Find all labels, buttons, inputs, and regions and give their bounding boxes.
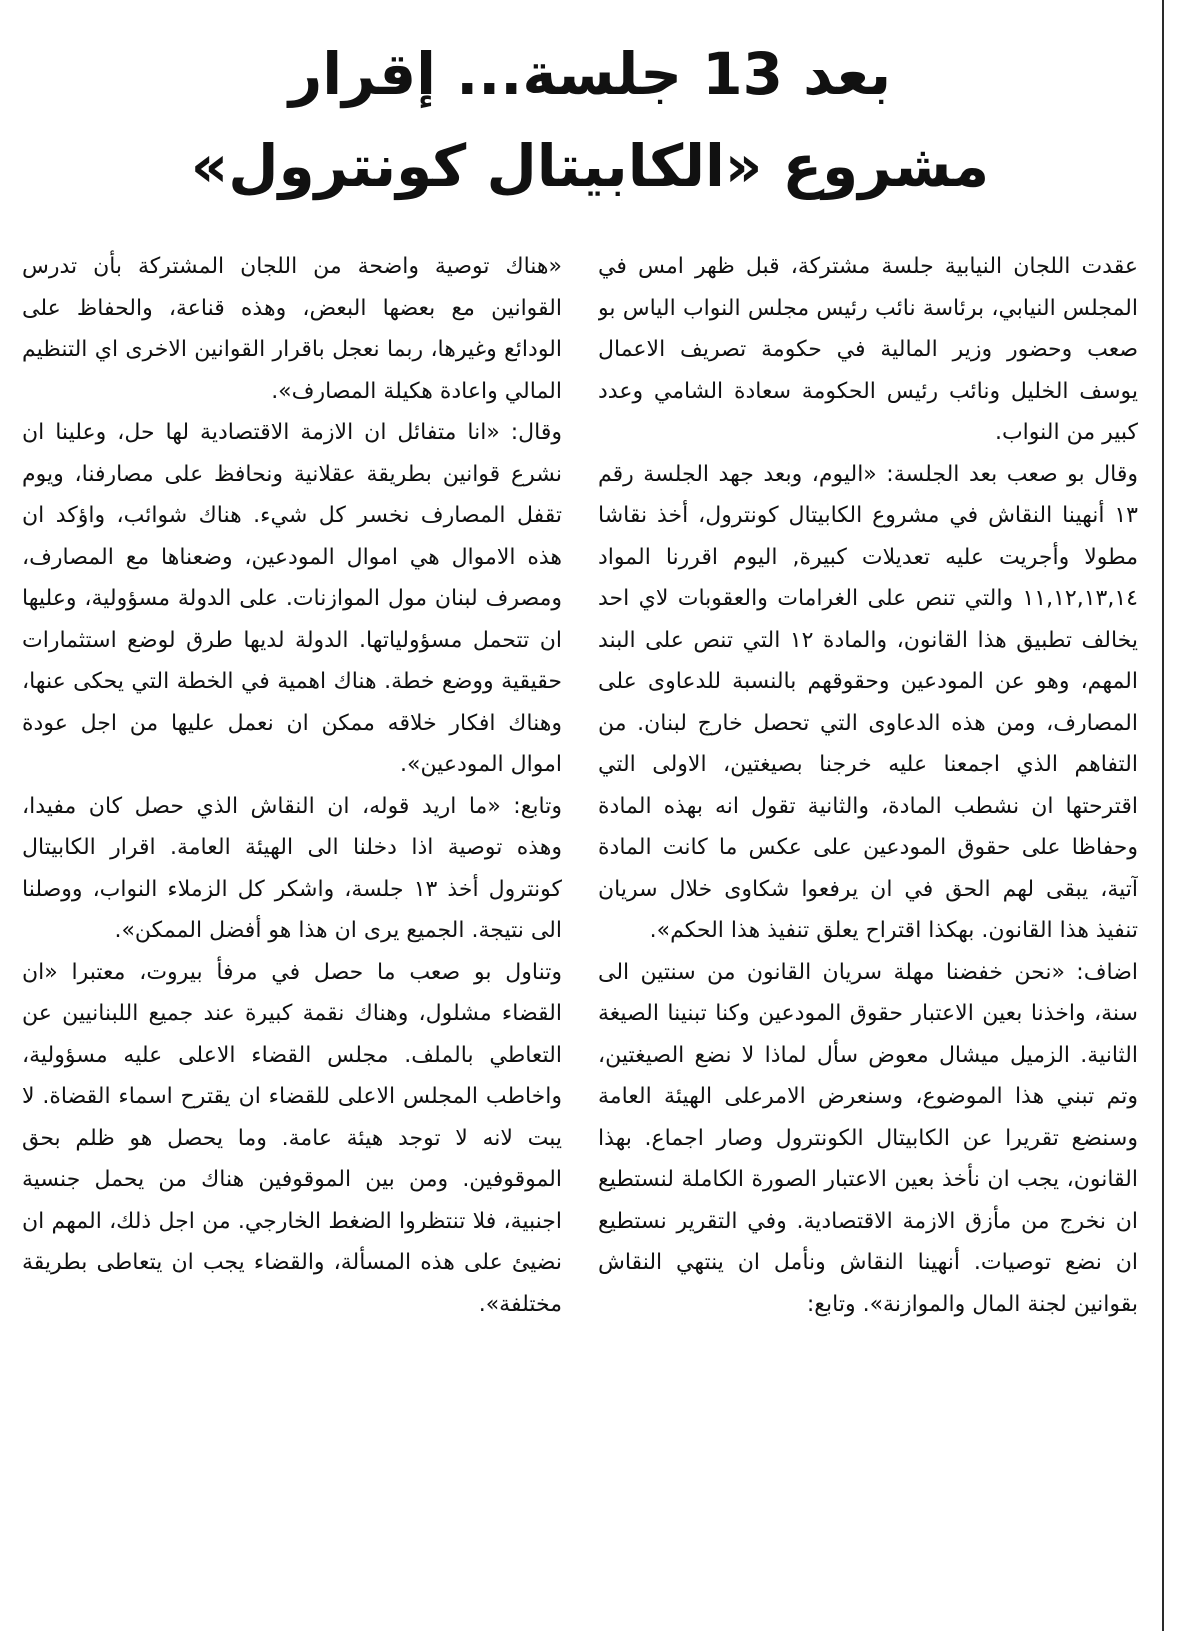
headline-line-1: بعد 13 جلسة... إقرار <box>288 40 892 108</box>
page-edge-rule <box>1162 0 1164 1631</box>
paragraph: وقال: «انا متفائل ان الازمة الاقتصادية لها حل، وعلينا ان نشرع قوانين بطريقة عقلانية ونحافظ على مصارفنا، ويوم تقفل المصارف نخسر كل شيء. هناك شوائب، واؤكد ان هذه الاموال هي اموال المودعين، وضعناها مع المصارف، ومصرف لبنان مول الموازنات. على الدولة مسؤولية، وعليها ان تتحمل مسؤولياتها. الدولة لديها طرق لوضع استثمارات حقيقية ووضع خطة. هناك اهمية في الخطة التي يحكى عنها، وهناك افكار خلاقه ممكن ان نعمل عليها من اجل عودة اموال المودعين». <box>22 420 562 777</box>
paragraph: اضاف: «نحن خفضنا مهلة سريان القانون من سنتين الى سنة، واخذنا بعين الاعتبار حقوق المودعين وكنا تبنينا الصيغة الثانية. الزميل ميشال معوض سأل لماذا لا نضع الصيغتين، وتم تبني هذا الموضوع، وسنعرض الامرعلى الهيئة العامة وسنضع تقريرا عن الكابيتال الكونترول وصار اجماع. بهذا القانون، يجب ان نأخذ بعين الاعتبار الصورة الكاملة لنستطيع ان نخرج من مأزق الازمة الاقتصادية. وفي التقرير نستطيع ان نضع توصيات. أنهينا النقاش ونأمل ان ينتهي النقاش بقوانين لجنة المال والموازنة». وتابع: <box>598 959 1138 1317</box>
paragraph: عقدت اللجان النيابية جلسة مشتركة، قبل ظهر امس في المجلس النيابي، برئاسة نائب رئيس مجلس النواب الياس بو صعب وحضور وزير المالية في حكومة تصريف الاعمال يوسف الخليل ونائب رئيس الحكومة سعادة الشامي وعدد كبير من النواب. <box>598 254 1138 445</box>
headline-line-2: مشروع «الكابيتال كونترول» <box>190 132 990 200</box>
paragraph: وتناول بو صعب ما حصل في مرفأ بيروت، معتبرا «ان القضاء مشلول، وهناك نقمة كبيرة عند جميع اللبنانيين عن التعاطي بالملف. مجلس القضاء الاعلى عليه مسؤولية، واخاطب المجلس الاعلى للقضاء ان يقترح اسماء القضاة. لا يبت لانه لا توجد هيئة عامة. وما يحصل هو ظلم بحق الموقوفين. ومن بين الموقوفين هناك من يحمل جنسية اجنبية، فلا تنتظروا الضغط الخارجي. من اجل ذلك، المهم ان نضيئ على هذه المسألة، والقضاء يجب ان يتعاطى بطريقة مختلفة». <box>22 959 562 1317</box>
paragraph: «هناك توصية واضحة من اللجان المشتركة بأن تدرس القوانين مع بعضها البعض، وهذه قناعة، والحفاظ على الودائع وغيرها، ربما نعجل باقرار القوانين الاخرى اي التنظيم المالي واعادة هكيلة المصارف». <box>22 254 562 404</box>
article-column-left <box>22 246 562 1626</box>
article-column-right <box>598 246 1138 1626</box>
paragraph: وتابع: «ما اريد قوله، ان النقاش الذي حصل كان مفيدا، وهذه توصية اذا دخلنا الى الهيئة العامة. اقرار الكابيتال كونترول أخذ ١٣ جلسة، واشكر كل الزملاء النواب، ووصلنا الى نتيجة. الجميع يرى ان هذا هو أفضل الممكن». <box>22 793 562 943</box>
article-headline <box>60 28 1120 212</box>
paragraph: وقال بو صعب بعد الجلسة: «اليوم، وبعد جهد الجلسة رقم ١٣ أنهينا النقاش في مشروع الكابيتال كونترول، أخذ نقاشا مطولا وأجريت عليه تعديلات كبيرة, اليوم اقررنا المواد ١١,١٢,١٣,١٤ والتي تنص على الغرامات والعقوبات لاي احد يخالف تطبيق هذا القانون، والمادة ١٢ التي تنص على البند المهم، وهو عن المودعين وحقوقهم بالنسبة للدعاوى على المصارف، ومن هذه الدعاوى التي تحصل خارج لبنان. من التفاهم الذي اجمعنا عليه خرجنا بصيغتين، الاولى التي اقترحتها ان نشطب المادة، والثانية تقول انه بهذه المادة وحفاظا على حقوق المودعين على عكس ما كانت المادة آتية، يبقى لهم الحق في ان يرفعوا شكاوى خلال سريان تنفيذ هذا القانون. بهكذا اقتراح يعلق تنفيذ هذا الحكم». <box>598 461 1138 943</box>
